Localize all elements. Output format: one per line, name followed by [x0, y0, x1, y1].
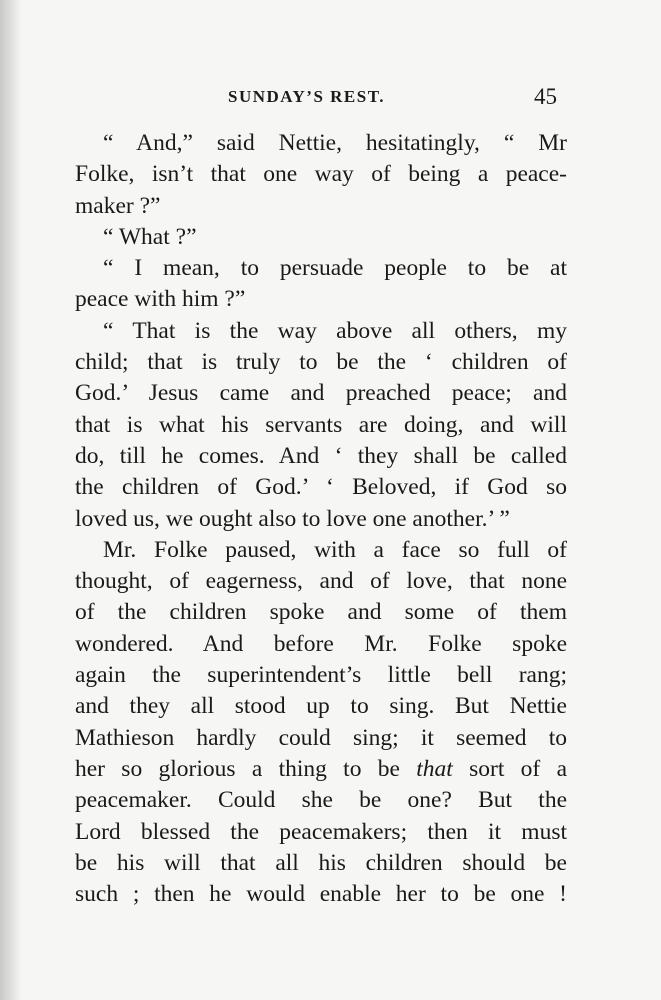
text-line: child; that is truly to be the ‘ children of [75, 349, 567, 376]
text-line: “ I mean, to persuade people to be at [103, 255, 567, 282]
text-line: Folke, isn’t that one way of being a peace- [75, 161, 567, 188]
text-line: the children of God.’ ‘ Beloved, if God so [75, 474, 567, 501]
page-number: 45 [534, 84, 557, 109]
text-line: thought, of eagerness, and of love, that none [75, 568, 567, 595]
text-line: “ What ?” [103, 223, 197, 250]
text-line: “ And,” said Nettie, hesitatingly, “ Mr [103, 130, 567, 156]
text-line: again the superintendent’s little bell rang; [75, 662, 567, 689]
text-line: peacemaker. Could she be one? But the [75, 787, 567, 814]
text-line: maker ?” [75, 192, 161, 219]
text-line: loved us, we ought also to love one another.’ ” [75, 505, 510, 532]
text-line: and they all stood up to sing. But Nettie [75, 693, 567, 720]
text-line: Lord blessed the peacemakers; then it must [75, 818, 567, 845]
text-line: do, till he comes. And ‘ they shall be called [75, 442, 567, 469]
text-line: be his will that all his children should be [75, 849, 567, 876]
running-title: SUNDAY’S REST. [228, 87, 386, 106]
italic-emphasis: that [416, 755, 453, 782]
text-line: of the children spoke and some of them [75, 599, 567, 626]
body-text [75, 128, 567, 910]
text-line: wondered. And before Mr. Folke spoke [75, 630, 567, 657]
text-line: such ; then he would enable her to be one ! [75, 881, 567, 908]
text-line: peace with him ?” [75, 286, 246, 313]
text-line: God.’ Jesus came and preached peace; and [75, 380, 567, 407]
page-gutter-shadow [0, 0, 22, 1000]
running-header [0, 84, 661, 114]
text-line: that is what his servants are doing, and will [75, 411, 567, 438]
text-line: Mr. Folke paused, with a face so full of [103, 536, 567, 563]
text-line: Mathieson hardly could sing; it seemed to [75, 724, 567, 751]
text-line: “ That is the way above all others, my [103, 317, 567, 344]
text-line: her so glorious a thing to be that sort of a [75, 755, 567, 782]
